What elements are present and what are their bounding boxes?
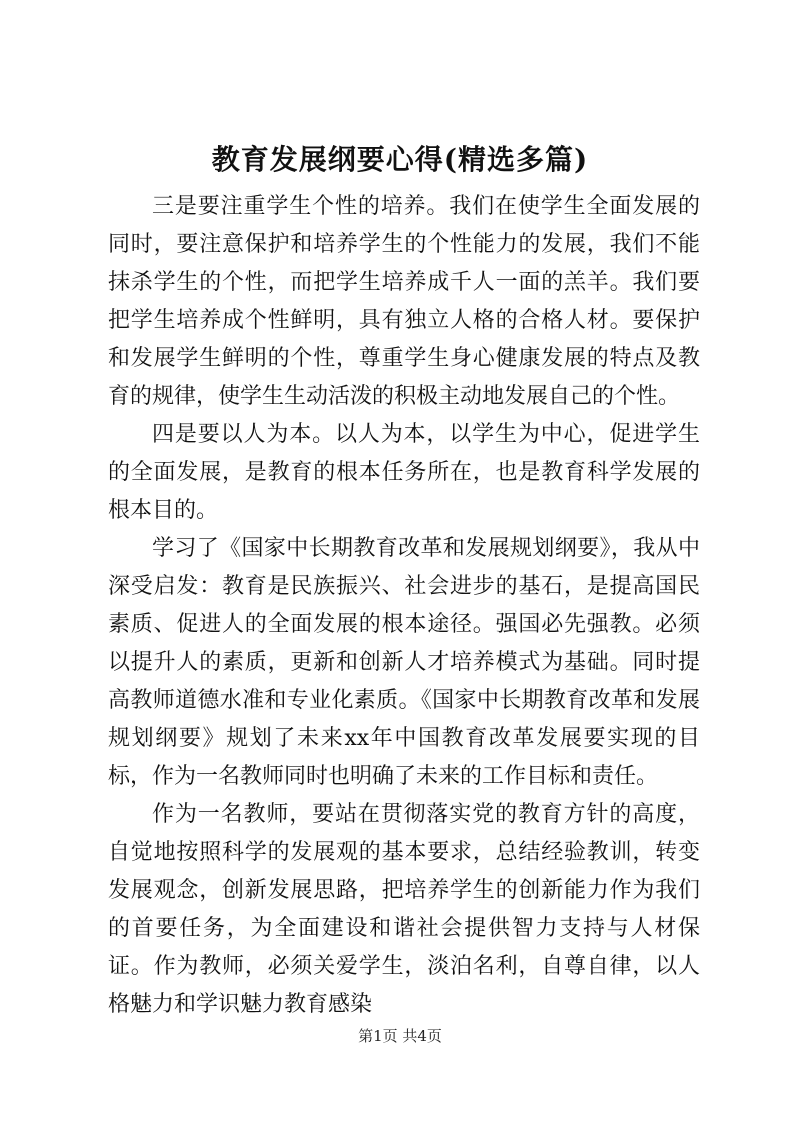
page-number-label: 第1页 共4页 bbox=[358, 1027, 442, 1045]
page-footer bbox=[0, 1026, 800, 1046]
paragraph-3: 学习了《国家中长期教育改革和发展规划纲要》，我从中深受启发：教育是民族振兴、社会进步的基石，是提高国民素质、促进人的全面发展的根本途径。强国必先强教。必须以提升人的素质，更新和创新人才培养模式为基础。同时提高教师道德水准和专业化素质。《国家中长期教育改革和发展规划纲要》规划了未来xx年中国教育改革发展要实现的目标，作为一名教师同时也明确了未来的工作目标和责任。 bbox=[108, 536, 700, 789]
document-body bbox=[108, 188, 700, 1024]
paragraph-2: 四是要以人为本。以人为本，以学生为中心，促进学生的全面发展，是教育的根本任务所在，也是教育科学发展的根本目的。 bbox=[108, 422, 700, 523]
paragraph-4: 作为一名教师，要站在贯彻落实党的教育方针的高度，自觉地按照科学的发展观的基本要求，总结经验教训，转变发展观念，创新发展思路，把培养学生的创新能力作为我们的首要任务，为全面建设和谐社会提供智力支持与人材保证。作为教师，必须关爱学生，淡泊名利，自尊自律，以人格魅力和学识魅力教育感染 bbox=[108, 802, 700, 1017]
document-title: 教育发展纲要心得(精选多篇) bbox=[211, 143, 589, 176]
paragraph-1: 三是要注重学生个性的培养。我们在使学生全面发展的同时，要注意保护和培养学生的个性能力的发展，我们不能抹杀学生的个性，而把学生培养成千人一面的羔羊。我们要把学生培养成个性鲜明，具有独立人格的合格人材。要保护和发展学生鲜明的个性，尊重学生身心健康发展的特点及教育的规律，使学生生动活泼的积极主动地发展自己的个性。 bbox=[108, 194, 700, 409]
